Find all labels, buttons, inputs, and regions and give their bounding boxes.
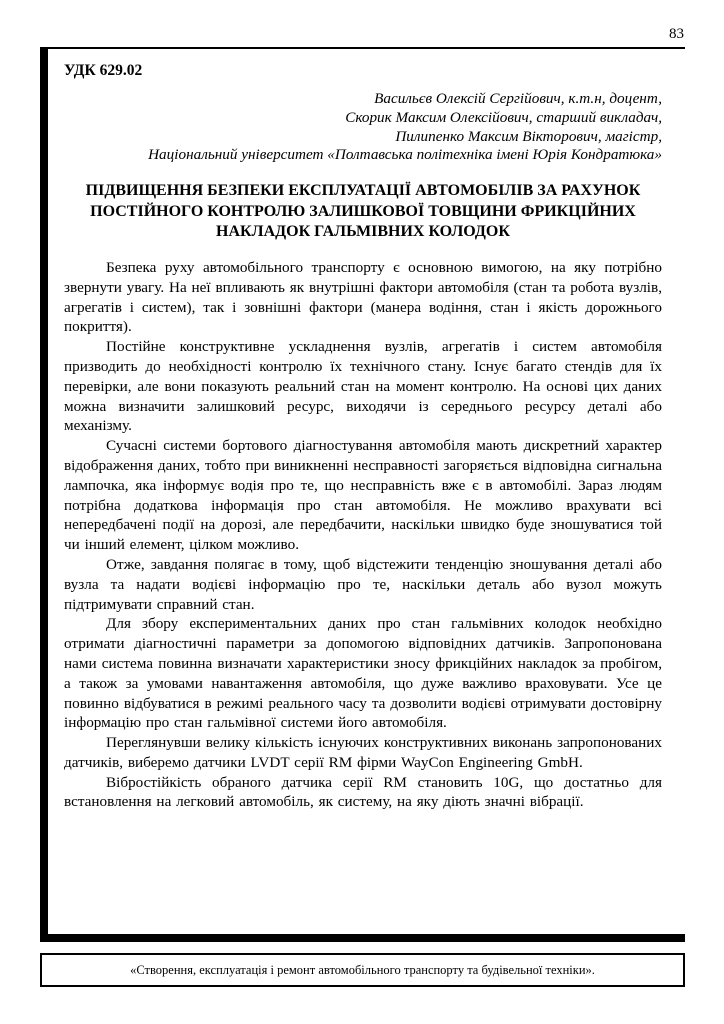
page-number: 83 bbox=[669, 26, 684, 42]
top-rule bbox=[40, 47, 685, 49]
body-paragraph-6: Переглянувши велику кількість існуючих конструктивних виконань запропонованих датчиків, виберемо датчики LVDT серії RM фірми WayCon Engineering GmbH. bbox=[64, 734, 662, 771]
author-line-2: Скорик Максим Олексійович, старший викладач, bbox=[345, 108, 662, 126]
body-paragraph-1: Безпека руху автомобільного транспорту є основною вимогою, на яку потрібно звернути увагу. На неї впливають як внутрішні фактори автомобіля (стан та робота вузлів, агрегатів і систем), так і зовнішні фактори (манера водіння, стан і якість дорожнього покриття). bbox=[64, 258, 662, 336]
footer-note: «Створення, експлуатація і ремонт автомобільного транспорту та будівельної техніки». bbox=[130, 962, 595, 977]
paper-title: ПІДВИЩЕННЯ БЕЗПЕКИ ЕКСПЛУАТАЦІЇ АВТОМОБІЛІВ ЗА РАХУНОК ПОСТІЙНОГО КОНТРОЛЮ ЗАЛИШКОВОЇ ТОВЩИНИ ФРИКЦІЙНИХ НАКЛАДОК ГАЛЬМІВНИХ КОЛОДОК bbox=[85, 182, 641, 241]
page-content bbox=[64, 62, 662, 812]
body-paragraph-3: Сучасні системи бортового діагностування автомобіля мають дискретний характер відображення даних, тобто при виникненні несправності загоряється відповідна сигнальна лампочка, яка інформує водія про те, що несправність вже є в автомобілі. Зараз людям потрібна додаткова інформація про стан автомобіля. Не можливо врахувати всі непередбачені події на дорозі, але передбачити, наскільки швидко буде зношуватися той чи інший елемент, цілком можливо. bbox=[64, 437, 662, 554]
udc-label: УДК 629.02 bbox=[64, 62, 143, 79]
author-line-1: Васильєв Олексій Сергійович, к.т.н, доцент, bbox=[374, 90, 662, 107]
body-paragraph-2: Постійне конструктивне ускладнення вузлів, агрегатів і систем автомобіля призводить до необхідності контролю їх технічного стану. Існує багато стендів для їх перевірки, але вони показують реальний стан на момент контролю. На основі цих даних можна визначити залишковий ресурс, виходячи із середнього ресурсу деталі або механізму. bbox=[64, 338, 662, 435]
authors-block bbox=[64, 90, 662, 165]
footer-box bbox=[40, 953, 685, 987]
author-affiliation: Національний університет «Полтавська політехніка імені Юрія Кондратюка» bbox=[148, 146, 662, 164]
body-paragraph-7: Вібростійкість обраного датчика серії RM становить 10G, що достатньо для встановлення на легковий автомобіль, як систему, на яку діють значні вібрації. bbox=[64, 773, 662, 811]
body-paragraph-5: Для збору експериментальних даних про стан гальмівних колодок необхідно отримати діагностичні параметри за допомогою відповідних датчиків. Запропонована нами система повинна визначати характеристики зносу фрикційних накладок за пробігом, а також за умовами навантаження автомобіля, що дуже важливо враховувати. Усе це повинно відбуватися в режимі реального часу та дозволити водієві отримувати достовірну інформацію про стан гальмівної системи його автомобіля. bbox=[64, 615, 662, 732]
left-border-bar bbox=[40, 47, 48, 941]
body-paragraph-4: Отже, завдання полягає в тому, щоб відстежити тенденцію зношування деталі або вузла та надати водієві інформацію про те, наскільки деталь або вузол можуть підтримувати справний стан. bbox=[64, 555, 662, 613]
author-line-3: Пилипенко Максим Вікторович, магістр, bbox=[395, 127, 662, 145]
bottom-border-bar bbox=[40, 934, 685, 942]
